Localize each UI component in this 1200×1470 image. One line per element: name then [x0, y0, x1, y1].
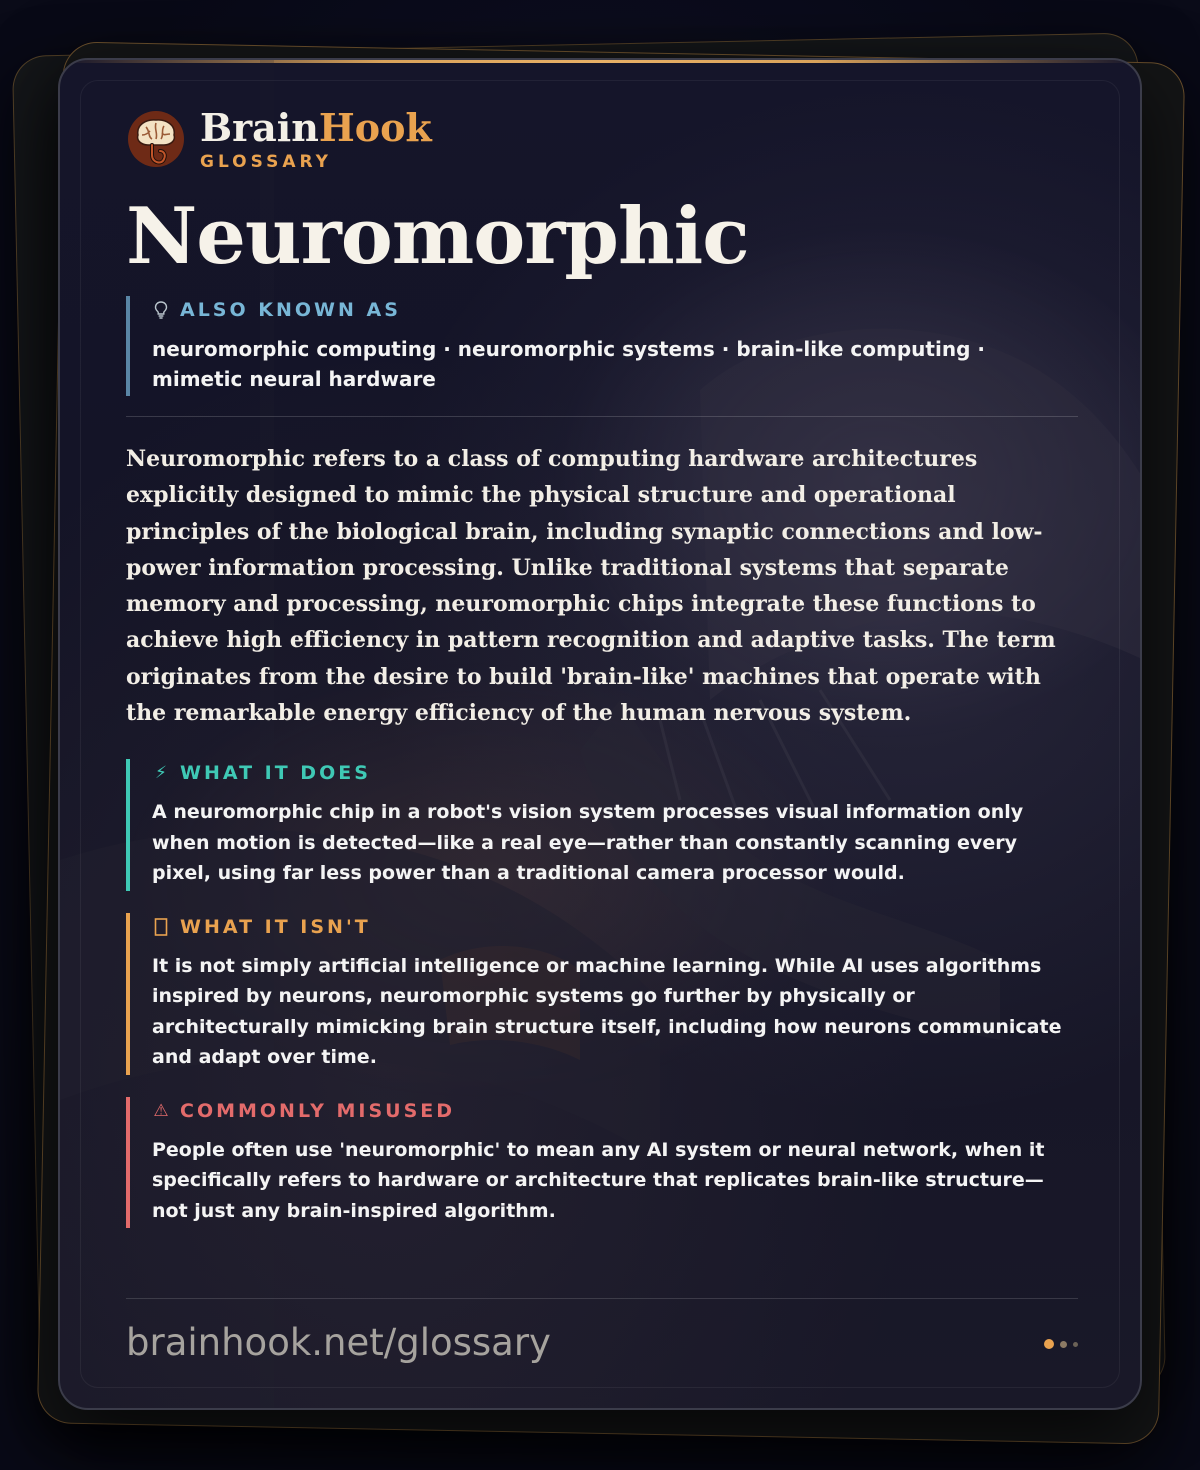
- card-footer: [126, 1298, 1078, 1389]
- what-it-does-heading: [152, 761, 1078, 785]
- commonly-misused-section: [126, 1097, 1078, 1229]
- glossary-card: [58, 58, 1142, 1410]
- commonly-misused-label: COMMONLY MISUSED: [180, 1099, 456, 1122]
- what-it-does-section: [126, 759, 1078, 891]
- pagination-dot-active[interactable]: [1044, 1339, 1054, 1349]
- what-it-does-label: WHAT IT DOES: [180, 762, 371, 785]
- also-known-as-heading: [152, 298, 1078, 322]
- what-it-isnt-label: WHAT IT ISN'T: [180, 915, 371, 938]
- footer-url-link[interactable]: brainhook.net/glossary: [126, 1321, 551, 1364]
- also-known-as-section: [126, 296, 1078, 396]
- no-entry-icon: [152, 917, 170, 937]
- also-known-as-label: ALSO KNOWN AS: [180, 299, 401, 321]
- brand-header: [126, 100, 1078, 180]
- pagination-dots: [1044, 1339, 1078, 1349]
- brand-name-primary: Brain: [200, 105, 319, 150]
- brand-name: [200, 105, 432, 150]
- what-it-isnt-section: [126, 913, 1078, 1075]
- commonly-misused-heading: [152, 1099, 1078, 1123]
- pagination-dot[interactable]: [1060, 1341, 1067, 1348]
- what-it-does-text: A neuromorphic chip in a robot's vision system processes visual information only when motion is detected—like a real eye—rather than constantly scanning every pixel, using far less power than a traditional camera processor would.: [152, 801, 1024, 885]
- section-divider: [126, 416, 1078, 417]
- what-it-isnt-heading: [152, 915, 1078, 939]
- what-it-isnt-text: It is not simply artificial intelligence or machine learning. While AI uses algorithms inspired by neurons, neuromorphic systems go further by physically or architecturally mimicking brain structure itself, including how neurons communicate and adapt over time.: [152, 954, 1062, 1069]
- warning-icon: ⚠: [153, 1100, 169, 1121]
- brain-hook-icon: [126, 109, 186, 171]
- commonly-misused-text: People often use 'neuromorphic' to mean any AI system or neural network, when it specifically refers to hardware or architecture that replicates brain-like structure—not just any brain-inspired algorithm.: [152, 1138, 1045, 1222]
- brand-subtitle: GLOSSARY: [200, 152, 332, 172]
- term-title: Neuromorphic: [126, 191, 749, 282]
- definition-text: Neuromorphic refers to a class of computing hardware architectures explicitly designed to mimic the physical structure and operational principles of the biological brain, including synaptic connections and low-power information processing. Unlike traditional systems that separate memory and processing, neuromorphic chips integrate these functions to achieve high efficiency in pattern recognition and adaptive tasks. The term originates from the desire to build 'brain-like' machines that operate with the remarkable energy efficiency of the human nervous system.: [126, 446, 1056, 727]
- card-content: [126, 100, 1078, 1228]
- lightbulb-icon: [152, 300, 170, 320]
- also-known-as-text: neuromorphic computing · neuromorphic systems · brain-like computing · mimetic neural hardware: [152, 337, 985, 391]
- brand-name-accent: Hook: [318, 105, 432, 150]
- lightning-icon: ⚡: [155, 763, 167, 784]
- pagination-dot[interactable]: [1073, 1342, 1078, 1347]
